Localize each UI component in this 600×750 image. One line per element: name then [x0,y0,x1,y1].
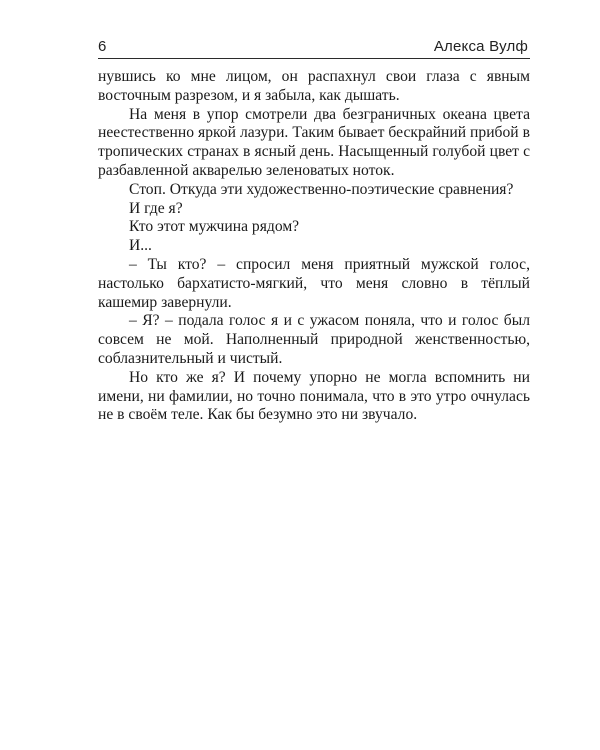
paragraph: нувшись ко мне лицом, он распахнул свои глаза с явным восточным разрезом, и я забыла, как дышать. [98,68,530,104]
paragraph: Но кто же я? И почему упорно не могла вспомнить ни имени, ни фамилии, но точно понимала, что в это утро очнулась не в своём теле. Как бы безумно это ни звучало. [98,368,530,424]
paragraph: – Ты кто? – спросил меня приятный мужской голос, настолько бархатисто-мягкий, что меня словно в тёплый кашемир завернули. [98,255,530,311]
paragraph: Стоп. Откуда эти художественно-поэтические сравнения? [129,180,514,198]
paragraph: И... [129,237,152,255]
paragraph: Кто этот мужчина рядом? [129,218,300,236]
body-text [98,68,530,425]
page-number: 6 [98,38,107,55]
running-head-author: Алекса Вулф [433,38,528,55]
paragraph: – Я? – подала голос я и с ужасом поняла, что и голос был совсем не мой. Наполненный природной женственностью, соблазнительный и чистый. [98,312,530,367]
header-rule [98,58,530,59]
book-page [98,34,530,425]
paragraph: И где я? [129,199,183,217]
paragraph: На меня в упор смотрели два безграничных океана цвета неестественно яркой лазури. Таким бывает бескрайний прибой в тропических странах в ясный день. Насыщенный голубой цвет с разбавленной акварелью зеленоватых ноток. [98,105,530,179]
page-header [98,34,530,58]
